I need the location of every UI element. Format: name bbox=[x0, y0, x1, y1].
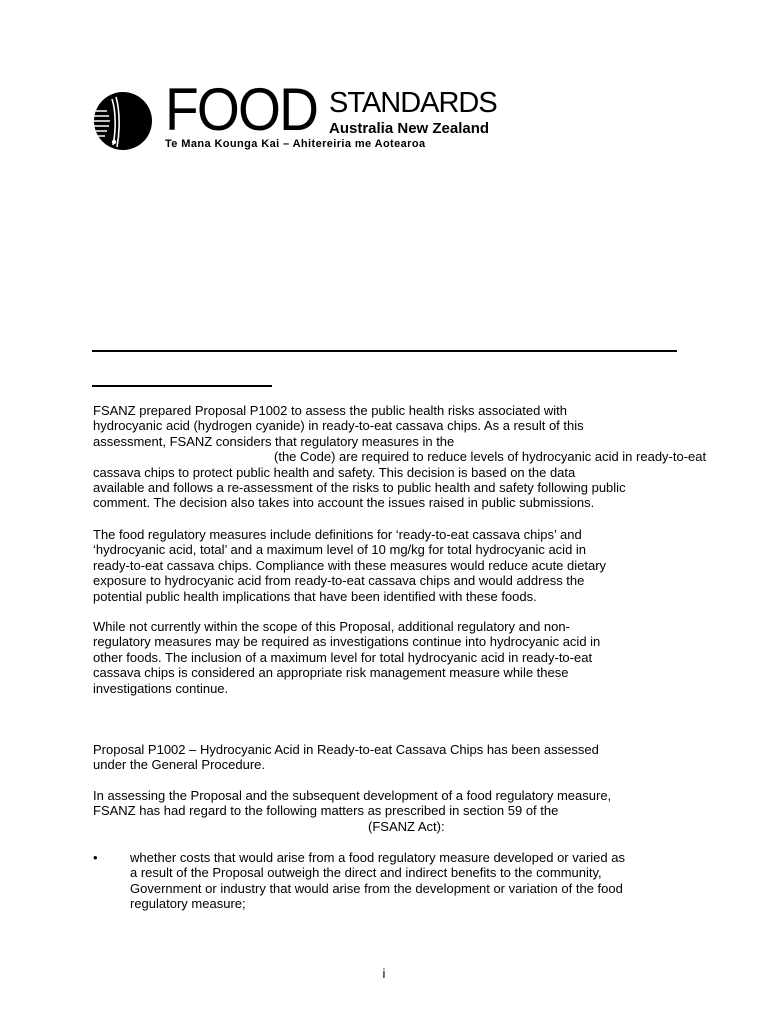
text-line: whether costs that would arise from a food regulatory measure developed or varied as bbox=[130, 850, 625, 865]
text-line: a result of the Proposal outweigh the direct and indirect benefits to the community, bbox=[130, 865, 602, 881]
logo-word-standards: STANDARDS bbox=[329, 87, 497, 119]
text-line: investigations continue. bbox=[93, 680, 229, 696]
text-line: under the General Procedure. bbox=[93, 757, 265, 773]
text-line: comment. The decision also takes into account the issues raised in public submissions. bbox=[93, 495, 595, 511]
text-line: (the Code) are required to reduce levels of hydrocyanic acid in ready-to-eat bbox=[274, 449, 707, 465]
page-number: i bbox=[382, 966, 386, 981]
procedure-paragraph bbox=[93, 742, 683, 773]
bullet-icon: • bbox=[93, 850, 98, 865]
text-line: regulatory measures may be required as investigations continue into hydrocyanic acid in bbox=[93, 634, 601, 650]
text-line: ‘hydrocyanic acid, total’ and a maximum level of 10 mg/kg for total hydrocyanic acid in bbox=[93, 542, 587, 558]
text-line: other foods. The inclusion of a maximum level for total hydrocyanic acid in ready-to-eat bbox=[93, 649, 593, 665]
logo-region: Australia New Zealand bbox=[329, 120, 490, 137]
fsanz-logo bbox=[93, 76, 503, 156]
fsanz-emblem-icon bbox=[93, 91, 153, 151]
text-line: ready-to-eat cassava chips. Compliance with these measures would reduce acute dietary bbox=[93, 557, 607, 573]
text-line: regulatory measure; bbox=[130, 896, 246, 912]
logo-word-food: FOOD bbox=[165, 76, 318, 143]
text-line: Proposal P1002 – Hydrocyanic Acid in Ready-to-eat Cassava Chips has been assessed bbox=[93, 742, 599, 757]
text-line: The food regulatory measures include definitions for ‘ready-to-eat cassava chips’ and bbox=[93, 527, 582, 542]
bullet-text bbox=[130, 850, 690, 912]
text-line: (FSANZ Act): bbox=[368, 818, 445, 834]
horizontal-rule-long bbox=[92, 350, 677, 352]
text-line: cassava chips is considered an appropriate risk management measure while these bbox=[93, 665, 569, 681]
text-line: hydrocyanic acid (hydrogen cyanide) in ready-to-eat cassava chips. As a result of this bbox=[93, 418, 584, 434]
summary-paragraph-2 bbox=[93, 527, 683, 604]
text-line: exposure to hydrocyanic acid from ready-to-eat cassava chips and would address the bbox=[93, 573, 585, 589]
text-line: In assessing the Proposal and the subsequent development of a food regulatory measure, bbox=[93, 788, 612, 803]
text-line: available and follows a re-assessment of the risks to public health and safety following public bbox=[93, 480, 626, 496]
text-line: assessment, FSANZ considers that regulatory measures in the bbox=[93, 433, 455, 449]
summary-paragraph-1 bbox=[93, 403, 707, 511]
text-line: cassava chips to protect public health and safety. This decision is based on the data bbox=[93, 464, 576, 480]
text-line: FSANZ prepared Proposal P1002 to assess the public health risks associated with bbox=[93, 403, 568, 418]
text-line: potential public health implications that have been identified with these foods. bbox=[93, 588, 537, 604]
text-line: While not currently within the scope of this Proposal, additional regulatory and non- bbox=[93, 619, 570, 634]
assessment-paragraph bbox=[93, 788, 683, 834]
horizontal-rule-short bbox=[92, 385, 272, 387]
logo-maori-tagline: Te Mana Kounga Kai – Ahitereiria me Aotearoa bbox=[165, 138, 426, 150]
summary-paragraph-3 bbox=[93, 619, 683, 696]
text-line: Government or industry that would arise from the development or variation of the food bbox=[130, 880, 623, 896]
text-line: FSANZ has had regard to the following matters as prescribed in section 59 of the bbox=[93, 803, 559, 819]
